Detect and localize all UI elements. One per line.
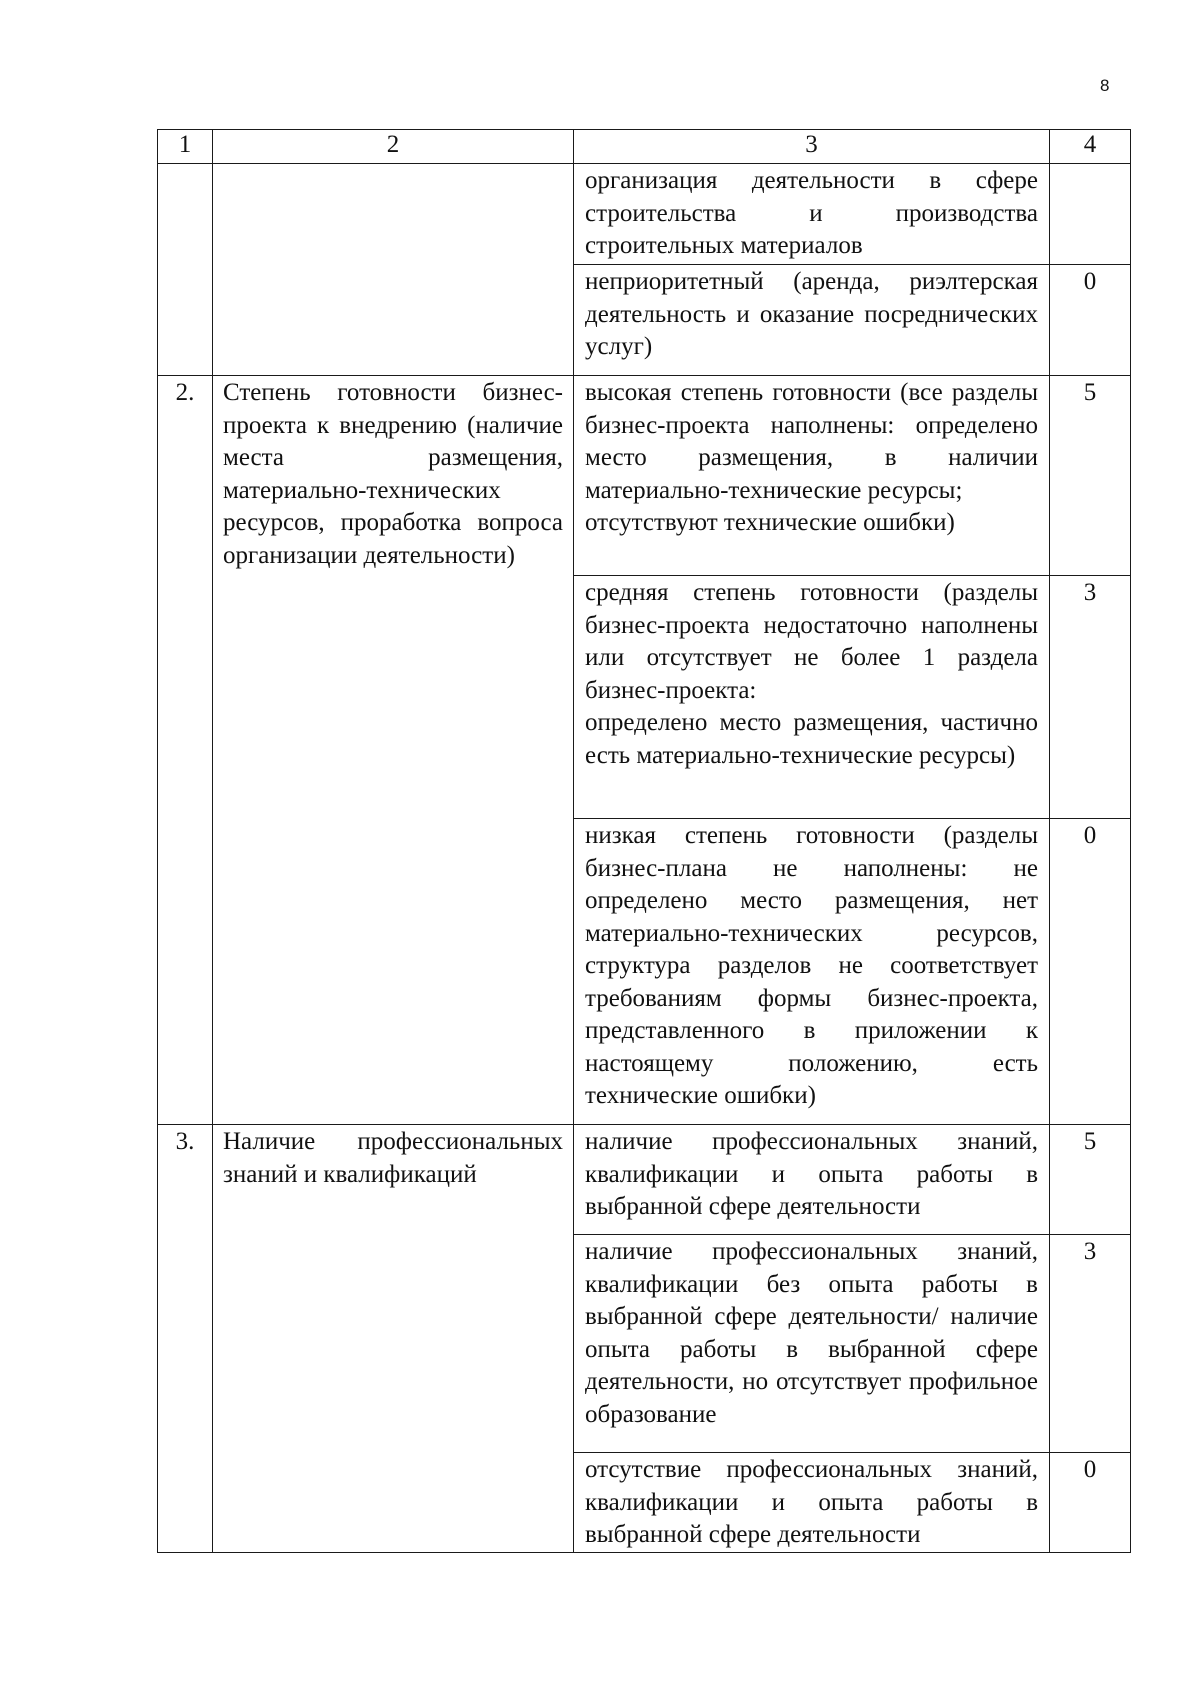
option-description: организация деятельности в сфере строительства и производства строительных материалов: [574, 164, 1050, 265]
option-description-part: определено место размещения, частично есть материально-технические ресурсы): [585, 709, 1038, 769]
option-score: 0: [1050, 1453, 1131, 1553]
option-description-part: отсутствуют технические ошибки): [585, 509, 955, 536]
column-header-3: 3: [574, 130, 1050, 164]
option-score: [1050, 164, 1131, 265]
option-score: 5: [1050, 1125, 1131, 1235]
option-description: наличие профессиональных знаний, квалификации и опыта работы в выбранной сфере деятельности: [574, 1125, 1050, 1235]
option-description: [574, 576, 1050, 819]
criterion-number: [158, 164, 213, 376]
option-description: [574, 376, 1050, 576]
criteria-table: [157, 129, 1131, 1553]
column-header-2: 2: [213, 130, 574, 164]
table-row: [158, 164, 1131, 265]
option-score: 3: [1050, 1235, 1131, 1453]
option-score: 3: [1050, 576, 1131, 819]
column-header-1: 1: [158, 130, 213, 164]
option-description: наличие профессиональных знаний, квалификации без опыта работы в выбранной сфере деятельности/ наличие опыта работы в выбранной сфере деятельности, но отсутствует профильное образование: [574, 1235, 1050, 1453]
option-score: 0: [1050, 265, 1131, 376]
table-row: [158, 1125, 1131, 1235]
column-header-4: 4: [1050, 130, 1131, 164]
page-number: 8: [1100, 76, 1110, 95]
table-row: [158, 376, 1131, 576]
option-score: 0: [1050, 819, 1131, 1125]
criterion-name: Наличие профессиональных знаний и квалификаций: [213, 1125, 574, 1553]
criterion-number: 2.: [158, 376, 213, 1125]
criterion-number: 3.: [158, 1125, 213, 1553]
option-description-part: высокая степень готовности (все разделы бизнес-проекта наполнены: определено место размещения, в наличии материально-технические ресурсы;: [585, 379, 1038, 504]
table-header-row: [158, 130, 1131, 164]
option-score: 5: [1050, 376, 1131, 576]
criterion-name: [213, 164, 574, 376]
option-description: неприоритетный (аренда, риэлтерская деятельность и оказание посреднических услуг): [574, 265, 1050, 376]
option-description-part: средняя степень готовности (разделы бизнес-проекта недостаточно наполнены или отсутствует не более 1 раздела бизнес-проекта:: [585, 579, 1038, 704]
option-description: отсутствие профессиональных знаний, квалификации и опыта работы в выбранной сфере деятельности: [574, 1453, 1050, 1553]
criterion-name: Степень готовности бизнес-проекта к внедрению (наличие места размещения, материально-технических ресурсов, проработка вопроса организации деятельности): [213, 376, 574, 1125]
option-description: низкая степень готовности (разделы бизнес-плана не наполнены: не определено место размещения, нет материально-технических ресурсов, структура разделов не соответствует требованиям формы бизнес-проекта, представленного в приложении к настоящему положению, есть технические ошибки): [574, 819, 1050, 1125]
